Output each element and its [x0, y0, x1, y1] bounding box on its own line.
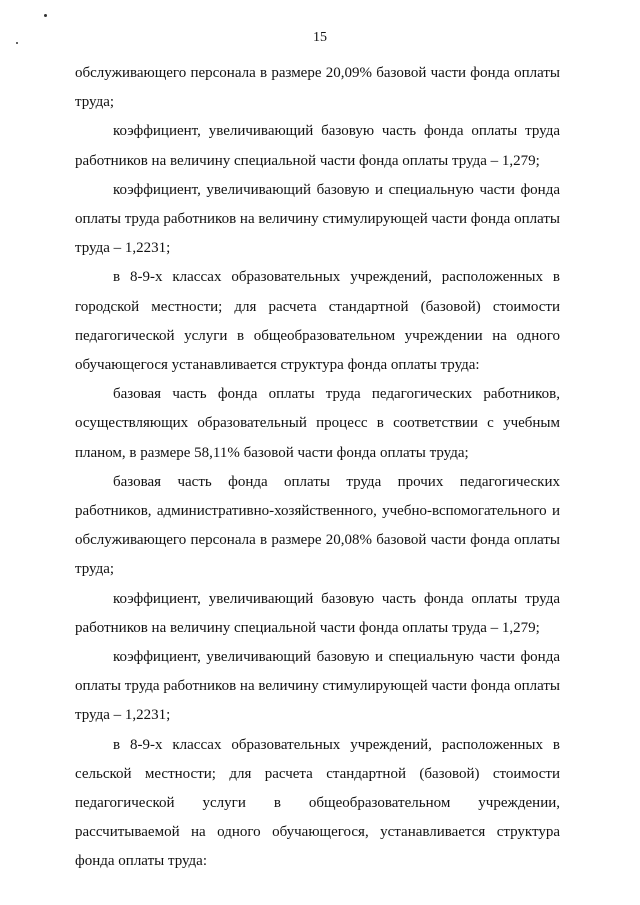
paragraph: обслуживающего персонала в размере 20,09% базовой части фонда оплаты труда;: [75, 65, 560, 111]
paragraph: коэффициент, увеличивающий базовую часть фонда оплаты труда работников на величину специальной части фонда оплаты труда – 1,279;: [75, 590, 560, 636]
document-body: [75, 59, 560, 877]
paragraph: базовая часть фонда оплаты труда педагогических работников, осуществляющих образовательный процесс в соответствии с учебным планом, в размере 58,11% базовой части фонда оплаты труда;: [75, 386, 560, 461]
paragraph: коэффициент, увеличивающий базовую часть фонда оплаты труда работников на величину специальной части фонда оплаты труда – 1,279;: [75, 123, 560, 169]
scan-speck: [44, 14, 47, 17]
paragraph: в 8-9-х классах образовательных учреждений, расположенных в сельской местности; для расчета стандартной (базовой) стоимости педагогической услуги в общеобразовательном учреждении, рассчитываемой на одного обучающегося, устанавливается структура фонда оплаты труда:: [75, 736, 560, 870]
paragraph: коэффициент, увеличивающий базовую и специальную части фонда оплаты труда работников на величину стимулирующей части фонда оплаты труда – 1,2231;: [75, 649, 560, 724]
paragraph: в 8-9-х классах образовательных учреждений, расположенных в городской местности; для расчета стандартной (базовой) стоимости педагогической услуги в общеобразовательном учреждении на одного обучающегося устанавливается структура фонда оплаты труда:: [75, 269, 560, 374]
paragraph: коэффициент, увеличивающий базовую и специальную части фонда оплаты труда работников на величину стимулирующей части фонда оплаты труда – 1,2231;: [75, 181, 560, 257]
paragraph: базовая часть фонда оплаты труда прочих педагогических работников, административно-хозяйственного, учебно-вспомогательного и обслуживающего персонала в размере 20,08% базовой части фонда оплаты труда;: [75, 473, 560, 578]
page-number: 15: [313, 30, 327, 45]
